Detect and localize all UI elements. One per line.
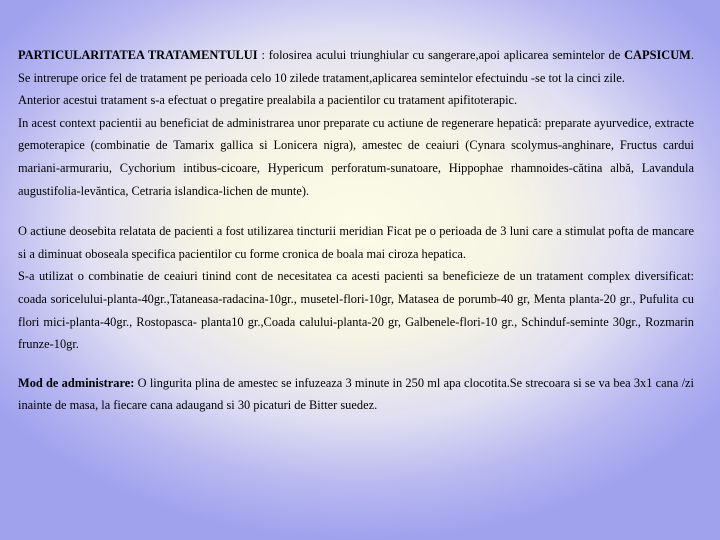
administration-paragraph [18,372,694,417]
treatment-particularity-text: : folosirea acului triunghiular cu sangerare,apoi aplicarea semintelor de [257,48,625,62]
treatment-particularity-heading: PARTICULARITATEA TRATAMENTULUI [18,48,258,62]
tincture-paragraph: O actiune deosebita relatata de pacienti a fost utilizarea tincturii meridian Ficat pe o perioada de 3 luni care a stimulat pofta de mancare si a diminuat oboseala specifica pacientilor cu forme cronica de boala mai ciroza hepatica. [18,224,694,261]
paragraph-spacer [18,356,694,372]
administration-text: O lingurita plina de amestec se infuzeaza 3 minute in 250 ml apa clocotita.Se strecoara si se va bea 3x1 cana /zi inainte de masa, la fiecare cana adaugand si 30 picaturi de Bitter suedez. [18,375,694,413]
hepatic-regeneration-paragraph: In acest context pacientii au beneficiat de administrarea unor preparate cu actiune de regenerare hepatică: preparate ayurvedice, extracte gemoterapice (combinatie de Tamarix gallica si Lonicera nigra), amestec de ceaiuri (Cynara scolymus-anghinare, Fructus cardui mariani-armurariu, Cychorium intibus-cicoare, Hypericum perforatum-sunatoare, Hippophae rhamnoides-cătina albă, Lavandula augustifolia-levăntica, Cetraria islandica-lichen de munte). [18,115,694,198]
administration-label: Mod de administrare: [18,375,135,390]
pretreatment-paragraph: Anterior acestui tratament s-a efectuat o pregatire prealabila a pacientilor cu tratament apifitoterapic. [18,93,518,108]
treatment-particularity-paragraph [18,44,694,89]
slide-body [18,44,694,417]
tea-combination-paragraph: S-a utilizat o combinatie de ceaiuri tinind cont de necesitatea ca acesti pacienti sa beneficieze de un tratament complex diversificat: coada soricelului-planta-40gr.,Tataneasa-radacina-10gr., musetel-flori-10gr, Matasea de porumb-40 gr, Menta planta-20 gr., Pufulita cu flori mici-planta-40gr., Rostopasca- planta10 gr.,Coada calului-planta-20 gr, Galbenele-flori-10 gr., Schinduf-seminte 30gr., Rozmarin frunze-10gr. [18,269,694,352]
paragraph-spacer [18,202,694,220]
treatment-particularity-text-continued: . Se intrerupe orice fel de tratament pe perioada celo 10 zilede tratament,aplicarea semintelor efectuindu -se tot la cinci zile. [18,48,694,85]
capsicum-term: CAPSICUM [624,48,691,62]
